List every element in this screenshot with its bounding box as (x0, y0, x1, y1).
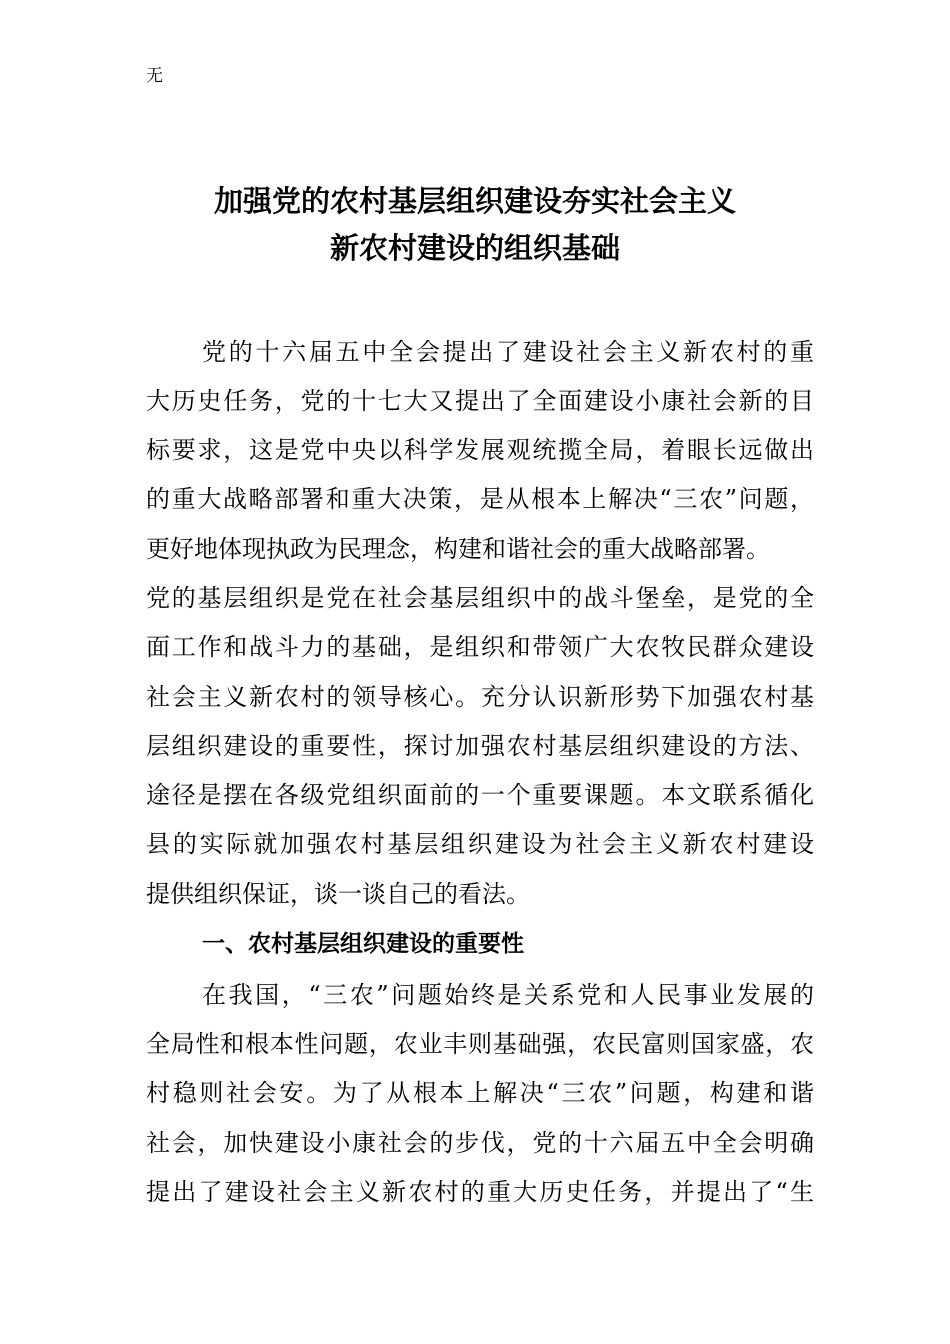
section-heading: 一、农村基层组织建设的重要性 (202, 931, 524, 957)
paragraph-line: 更好地体现执政为民理念，构建和谐社会的重大战略部署。 (146, 535, 770, 563)
paragraph-line: 提供组织保证，谈一谈自己的看法。 (146, 880, 530, 908)
paragraph-line: 提出了建设社会主义新农村的重大历史任务，并提出了“生 (146, 1178, 814, 1206)
paragraph-line: 在我国，“三农”问题始终是关系党和人民事业发展的 (202, 981, 814, 1009)
paragraph-line: 标要求，这是党中央以科学发展观统揽全局，着眼长远做出 (146, 436, 814, 464)
document-title-line-2: 新农村建设的组织基础 (329, 231, 620, 265)
paragraph-line: 村稳则社会安。为了从根本上解决“三农”问题，构建和谐 (146, 1079, 814, 1107)
paragraph-line: 层组织建设的重要性，探讨加强农村基层组织建设的方法、 (146, 732, 814, 760)
paragraph-line: 社会主义新农村的领导核心。充分认识新形势下加强农村基 (146, 683, 814, 711)
document-title-line-1: 加强党的农村基层组织建设夯实社会主义 (213, 184, 736, 218)
paragraph-line: 面工作和战斗力的基础，是组织和带领广大农牧民群众建设 (146, 633, 814, 661)
paragraph-line: 社会，加快建设小康社会的步伐，党的十六届五中全会明确 (146, 1129, 814, 1157)
paragraph-line: 全局性和根本性问题，农业丰则基础强，农民富则国家盛，农 (146, 1030, 814, 1058)
header-mark: 无 (146, 66, 163, 86)
paragraph-line: 的重大战略部署和重大决策，是从根本上解决“三农”问题， (146, 485, 814, 513)
paragraph-line: 大历史任务，党的十七大又提出了全面建设小康社会新的目 (146, 387, 814, 415)
paragraph-line: 途径是摆在各级党组织面前的一个重要课题。本文联系循化 (146, 781, 814, 809)
paragraph-line: 党的十六届五中全会提出了建设社会主义新农村的重 (202, 338, 814, 366)
paragraph-line: 县的实际就加强农村基层组织建设为社会主义新农村建设 (146, 830, 814, 858)
paragraph-line: 党的基层组织是党在社会基层组织中的战斗堡垒，是党的全 (146, 584, 814, 612)
